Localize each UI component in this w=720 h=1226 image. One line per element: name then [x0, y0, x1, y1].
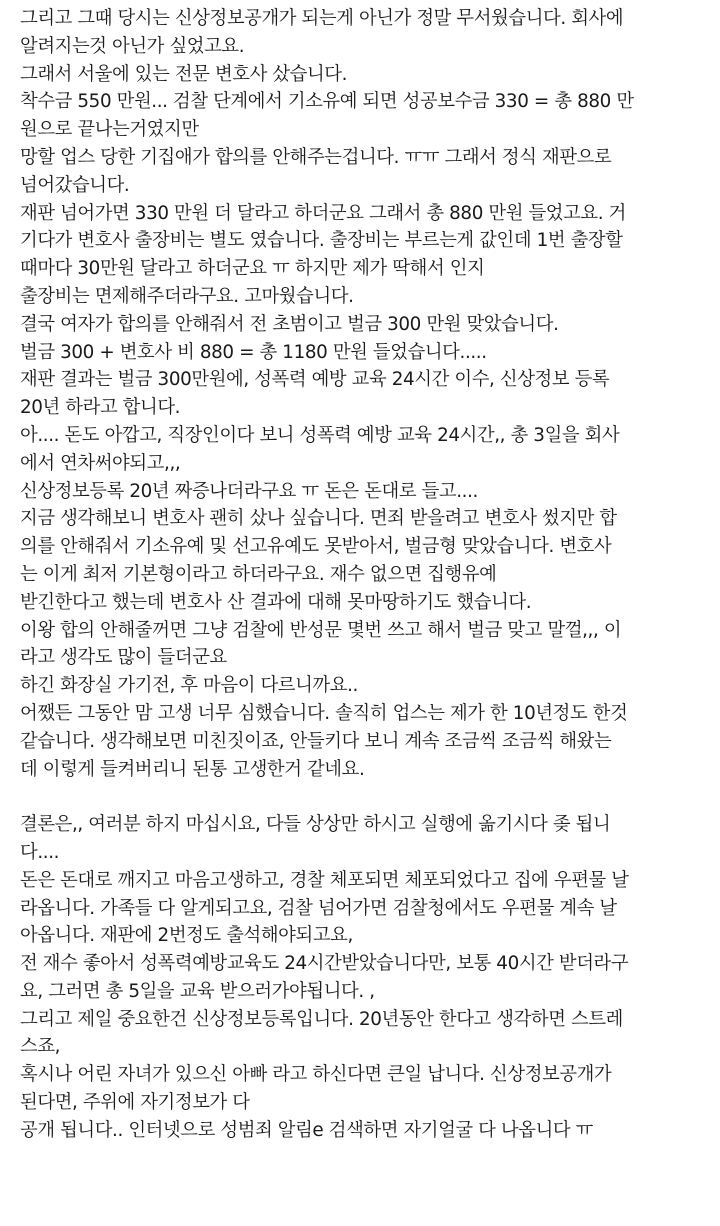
text-line: 스죠, — [20, 1036, 61, 1058]
text-line: 알려지는것 아닌가 싶었고요. — [20, 35, 245, 57]
text-line: 라고 생각도 많이 들더군요 — [20, 647, 227, 669]
text-line: 아.... 돈도 아깝고, 직장인이다 보니 성폭력 예방 교육 24시간,, 총 3일을 회사 — [20, 424, 620, 446]
text-line: 이왕 합의 안해줄꺼면 그냥 검찰에 반성문 몇번 쓰고 해서 벌금 맞고 말껄,,, 이 — [20, 619, 622, 641]
text-line: 원으로 끝나는거였지만 — [20, 119, 199, 141]
text-line: 에서 연차써야되고,,, — [20, 452, 181, 474]
text-line: 아옵니다. 재판에 2번정도 출석해야되고요, — [20, 925, 353, 947]
text-line: 때마다 30만원 달라고 하더군요 ㅠ 하지만 제가 딱해서 인지 — [20, 258, 485, 280]
text-line: 그리고 제일 중요한건 신상정보등록입니다. 20년동안 한다고 생각하면 스트레 — [20, 1008, 623, 1030]
text-line: 망할 업스 당한 기집애가 합의를 안해주는겁니다. ㅠㅠ 그래서 정식 재판으로 — [20, 146, 612, 168]
text-line: 는 이게 최저 기본형이라고 하더라구요. 재수 없으면 집행유예 — [20, 563, 497, 585]
text-line: 의를 안해줘서 기소유예 및 선고유예도 못받아서, 벌금형 맞았습니다. 변호사 — [20, 536, 612, 558]
text-line: 착수금 550 만원... 검찰 단계에서 기소유예 되면 성공보수금 330 = 총 880 만 — [20, 91, 634, 113]
text-line: 돈은 돈대로 깨지고 마음고생하고, 경찰 체포되면 체포되었다고 집에 우편물 날 — [20, 869, 629, 891]
text-line: 신상정보등록 20년 짜증나더라구요 ㅠ 돈은 돈대로 들고.... — [20, 480, 478, 502]
text-line: 요, 그러면 총 5일을 교육 받으러가야됩니다. , — [20, 980, 375, 1002]
text-line: 된다면, 주위에 자기정보가 다 — [20, 1092, 250, 1114]
text-line: 지금 생각해보니 변호사 괜히 샀나 싶습니다. 면죄 받을려고 변호사 썼지만 합 — [20, 508, 617, 530]
text-line: 넘어갔습니다. — [20, 174, 130, 196]
text-line — [20, 783, 714, 811]
text-line: 데 이렇게 들켜버리니 된통 고생한거 같네요. — [20, 758, 365, 780]
text-line: 다.... — [20, 841, 60, 863]
text-line: 하긴 화장실 가기전, 후 마음이 다르니까요.. — [20, 675, 358, 697]
text-line: 그리고 그때 당시는 신상정보공개가 되는게 아닌가 정말 무서웠습니다. 회사에 — [20, 8, 624, 29]
text-line: 어쨌든 그동안 맘 고생 너무 심했습니다. 솔직히 업스는 제가 한 10년정도 한것 — [20, 702, 628, 724]
text-line: 벌금 300 + 변호사 비 880 = 총 1180 만원 들었습니다..... — [20, 341, 487, 363]
text-line: 그래서 서울에 있는 전문 변호사 샀습니다. — [20, 63, 348, 85]
text-line: 재판 결과는 벌금 300만원에, 성폭력 예방 교육 24시간 이수, 신상정보 등록 — [20, 369, 610, 391]
text-line: 혹시나 어린 자녀가 있으신 아빠 라고 하신다면 큰일 납니다. 신상정보공개가 — [20, 1064, 612, 1086]
text-line: 결국 여자가 합의를 안해줘서 전 초범이고 벌금 300 만원 맞았습니다. — [20, 313, 559, 335]
text-line: 20년 하라고 합니다. — [20, 397, 181, 419]
text-line: 라옵니다. 가족들 다 알게되고요, 검찰 넘어가면 검찰청에서도 우편물 계속 날 — [20, 897, 617, 919]
text-line: 같습니다. 생각해보면 미친짓이죠, 안들키다 보니 계속 조금씩 조금씩 해왔는 — [20, 730, 612, 752]
text-line: 전 재수 좋아서 성폭력예방교육도 24시간받았습니다만, 보통 40시간 받더라구 — [20, 953, 629, 975]
text-line: 결론은,, 여러분 하지 마십시요, 다들 상상만 하시고 실행에 옮기시다 좆 됩니 — [20, 814, 611, 836]
text-line: 재판 넘어가면 330 만원 더 달라고 하더군요 그래서 총 880 만원 들었고요. 거 — [20, 202, 626, 224]
text-line: 출장비는 면제해주더라구요. 고마웠습니다. — [20, 285, 354, 307]
text-line: 기다가 변호사 출장비는 별도 였습니다. 출장비는 부르는게 값인데 1번 출장할 — [20, 230, 623, 252]
text-line: 받긴한다고 했는데 변호사 산 결과에 대해 못마땅하기도 했습니다. — [20, 591, 532, 613]
text-line: 공개 됩니다.. 인터넷으로 성범죄 알림e 검색하면 자기얼굴 다 나옵니다 ㅠ — [20, 1119, 593, 1141]
